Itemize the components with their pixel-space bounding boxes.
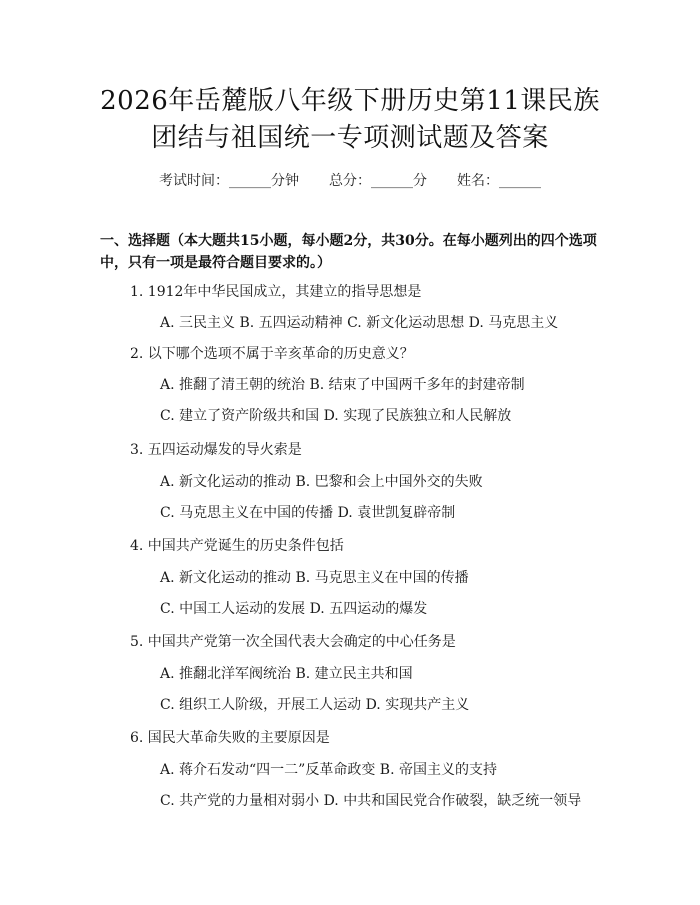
total-score-field: 总分：______分: [329, 173, 427, 189]
section-heading-multiple-choice: 一、选择题（本大题共15小题，每小题2分，共30分。在每小题列出的四个选项中，只有一项是最符合题目要求的。）: [100, 233, 597, 271]
exam-time-field: 考试时间：______分钟: [159, 173, 299, 189]
question-options: A. 新文化运动的推动 B. 马克思主义在中国的传播: [160, 570, 469, 586]
question-options: A. 三民主义 B. 五四运动精神 C. 新文化运动思想 D. 马克思主义: [160, 315, 559, 331]
question-options: A. 推翻了清王朝的统治 B. 结束了中国两千多年的封建帝制: [160, 377, 525, 393]
question-stem: 2. 以下哪个选项不属于辛亥革命的历史意义？: [130, 346, 414, 362]
exam-info-row: [0, 170, 700, 190]
question-options: A. 推翻北洋军阀统治 B. 建立民主共和国: [160, 666, 413, 682]
question-options: C. 中国工人运动的发展 D. 五四运动的爆发: [160, 601, 428, 617]
document-title-line-1: 2026年岳麓版八年级下册历史第11课民族: [100, 86, 600, 116]
question-options: C. 共产党的力量相对弱小 D. 中共和国民党合作破裂，缺乏统一领导: [160, 793, 582, 809]
question-options: C. 马克思主义在中国的传播 D. 袁世凯复辟帝制: [160, 505, 456, 521]
question-stem: 1. 1912年中华民国成立，其建立的指导思想是: [130, 284, 422, 300]
question-options: A. 新文化运动的推动 B. 巴黎和会上中国外交的失败: [160, 474, 483, 490]
question-options: C. 组织工人阶级，开展工人运动 D. 实现共产主义: [160, 697, 470, 713]
name-field: 姓名：______: [457, 173, 541, 189]
document-title-line-2: 团结与祖国统一专项测试题及答案: [151, 123, 549, 153]
question-stem: 4. 中国共产党诞生的历史条件包括: [130, 538, 344, 554]
question-stem: 6. 国民大革命失败的主要原因是: [130, 730, 330, 746]
question-stem: 5. 中国共产党第一次全国代表大会确定的中心任务是: [130, 634, 456, 650]
question-stem: 3. 五四运动爆发的导火索是: [130, 442, 302, 458]
question-options: C. 建立了资产阶级共和国 D. 实现了民族独立和人民解放: [160, 408, 512, 424]
question-options: A. 蒋介石发动“四一二”反革命政变 B. 帝国主义的支持: [160, 762, 497, 778]
